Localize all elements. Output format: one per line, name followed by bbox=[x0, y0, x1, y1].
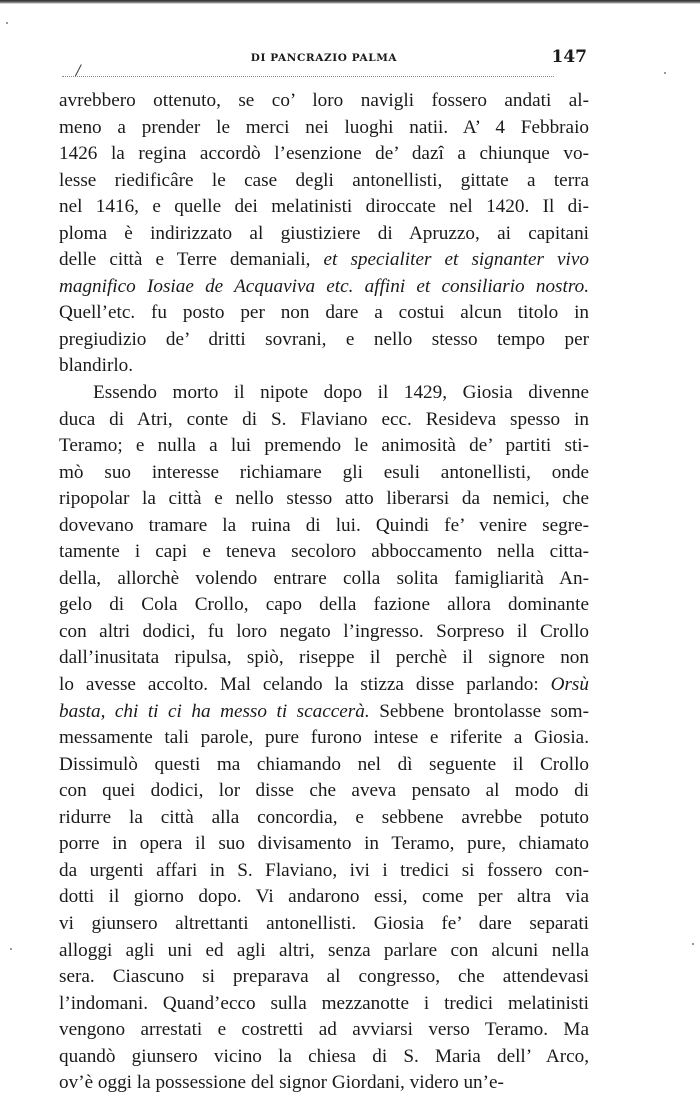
paragraph bbox=[59, 88, 589, 380]
text-run: messamente tali parole, pure furono intese e riferite a Giosia. bbox=[59, 727, 589, 749]
text-run: pregiudizio de’ dritti sovrani, e nello stesso tempo per bbox=[59, 328, 589, 350]
text-run: mò suo interesse richiamare gli esuli antonellisti, onde bbox=[59, 461, 589, 483]
text-line bbox=[59, 752, 589, 779]
text-line bbox=[59, 168, 589, 195]
text-line bbox=[59, 938, 589, 965]
text-run: avrebbero ottenuto, se co’ loro navigli fossero andati al- bbox=[59, 90, 589, 111]
text-run: dovevano tramare la ruina di lui. Quindi fe’ venire segre- bbox=[59, 514, 589, 536]
text-line bbox=[59, 831, 589, 858]
text-run: 1426 la regina accordò l’esenzione de’ dazî a chiunque vo- bbox=[59, 143, 589, 165]
text-line bbox=[59, 1017, 589, 1044]
text-line bbox=[59, 380, 589, 407]
pencil-mark: / bbox=[76, 63, 81, 79]
text-line bbox=[59, 1044, 589, 1071]
text-line bbox=[59, 805, 589, 832]
text-run: tamente i capi e teneva secoloro abboccamento nella citta- bbox=[59, 541, 589, 563]
text-line bbox=[59, 194, 589, 221]
text-line bbox=[59, 858, 589, 885]
italic-text: magnifico Iosiae de Acquaviva etc. affini et consiliario nostro. bbox=[59, 275, 589, 297]
text-line bbox=[59, 884, 589, 911]
page-header bbox=[59, 47, 589, 71]
page-number: 147 bbox=[551, 47, 587, 67]
text-run: l’indomani. Quand’ecco sulla mezzanotte i tredici melatinisti bbox=[59, 992, 589, 1014]
scan-top-edge bbox=[0, 0, 700, 4]
text-line bbox=[59, 672, 589, 699]
text-line bbox=[59, 327, 589, 354]
text-line bbox=[59, 513, 589, 540]
text-run: con altri dodici, fu loro negato l’ingresso. Sorpreso il Crollo bbox=[59, 620, 589, 642]
text-run: lesse riedificâre le case degli antonellisti, gittate a terra bbox=[59, 169, 589, 191]
text-run: sera. Ciascuno si preparava al congresso, che attendevasi bbox=[59, 966, 589, 988]
text-run: quandò giunsero vicino la chiesa di S. Maria dell’ Arco, bbox=[59, 1045, 589, 1067]
text-run: dotti il giorno dopo. Vi andarono essi, come per altra via bbox=[59, 886, 589, 908]
text-run: blandirlo. bbox=[59, 355, 134, 377]
text-run: nel 1416, e quelle dei melatinisti diroccate nel 1420. Il di- bbox=[59, 196, 589, 218]
text-run: ov’è oggi la possessione del signor Giordani, videro un’e- bbox=[59, 1072, 504, 1094]
text-run: Essendo morto il nipote dopo il 1429, Giosia divenne bbox=[93, 382, 589, 404]
scan-speck bbox=[10, 948, 12, 950]
text-line bbox=[59, 1070, 589, 1097]
text-line bbox=[59, 592, 589, 619]
text-line bbox=[59, 778, 589, 805]
text-line bbox=[59, 433, 589, 460]
text-line bbox=[59, 274, 589, 301]
text-run: da urgenti affari in S. Flaviano, ivi i tredici si fossero con- bbox=[59, 859, 589, 881]
text-line bbox=[59, 221, 589, 248]
text-line bbox=[59, 539, 589, 566]
text-run: vengono arrestati e costretti ad avviarsi verso Teramo. Ma bbox=[59, 1019, 589, 1041]
text-run: duca di Atri, conte di S. Flaviano ecc. Resideva spesso in bbox=[59, 408, 589, 430]
text-run: lo avesse accolto. Mal celando la stizza disse parlando: bbox=[59, 674, 551, 696]
italic-text: Orsù bbox=[550, 674, 589, 696]
text-run: Teramo; e nulla a lui premendo le animosità de’ partiti sti- bbox=[59, 435, 589, 457]
text-run: meno a prender le merci nei luoghi natii. A’ 4 Febbraio bbox=[59, 116, 589, 138]
paragraph bbox=[59, 380, 589, 1097]
text-line bbox=[59, 725, 589, 752]
text-line bbox=[59, 88, 589, 115]
italic-text: basta, chi ti ci ha messo ti scaccerà. bbox=[59, 700, 370, 722]
text-line bbox=[59, 300, 589, 327]
scan-speck bbox=[692, 943, 694, 945]
text-line bbox=[59, 486, 589, 513]
header-rule bbox=[62, 76, 554, 77]
italic-text: et specialiter et signanter vivo bbox=[323, 249, 589, 271]
text-line bbox=[59, 247, 589, 274]
text-run: della, allorchè volendo entrare colla solita famigliarità An- bbox=[59, 567, 589, 589]
body-text bbox=[59, 88, 589, 1097]
text-line bbox=[59, 911, 589, 938]
text-run: dall’inusitata ripulsa, spiò, riseppe il perchè il signore non bbox=[59, 647, 589, 669]
scan-speck bbox=[6, 22, 8, 24]
text-run: ripopolar la città e nello stesso atto liberarsi da nemici, che bbox=[59, 488, 589, 510]
text-run: delle città e Terre demaniali, bbox=[59, 249, 324, 271]
text-line bbox=[59, 619, 589, 646]
text-line bbox=[59, 460, 589, 487]
text-run: alloggi agli uni ed agli altri, senza parlare con alcuni nella bbox=[59, 939, 589, 961]
text-run: porre in opera il suo divisamento in Teramo, pure, chiamato bbox=[59, 833, 589, 855]
text-run: Sebbene brontolasse som- bbox=[369, 700, 589, 722]
text-line bbox=[59, 407, 589, 434]
text-run: Dissimulò questi ma chiamando nel dì seguente il Crollo bbox=[59, 753, 589, 775]
text-run: Quell’etc. fu posto per non dare a costui alcun titolo in bbox=[59, 302, 589, 324]
text-run: vi giunsero altrettanti antonellisti. Giosia fe’ dare separati bbox=[59, 912, 589, 934]
text-line bbox=[59, 964, 589, 991]
text-run: ridurre la città alla concordia, e sebbene avrebbe potuto bbox=[59, 806, 589, 828]
text-line bbox=[59, 699, 589, 726]
text-line bbox=[59, 991, 589, 1018]
running-head: DI PANCRAZIO PALMA bbox=[250, 52, 398, 64]
text-run: ploma è indirizzato al giustiziere di Apruzzo, ai capitani bbox=[59, 222, 589, 244]
text-line bbox=[59, 353, 589, 380]
text-line bbox=[59, 115, 589, 142]
text-line bbox=[59, 141, 589, 168]
scan-speck bbox=[664, 72, 666, 74]
text-run: con quei dodici, lor disse che aveva pensato al modo di bbox=[59, 780, 589, 802]
text-line bbox=[59, 645, 589, 672]
text-line bbox=[59, 566, 589, 593]
text-run: gelo di Cola Crollo, capo della fazione allora dominante bbox=[59, 594, 589, 616]
